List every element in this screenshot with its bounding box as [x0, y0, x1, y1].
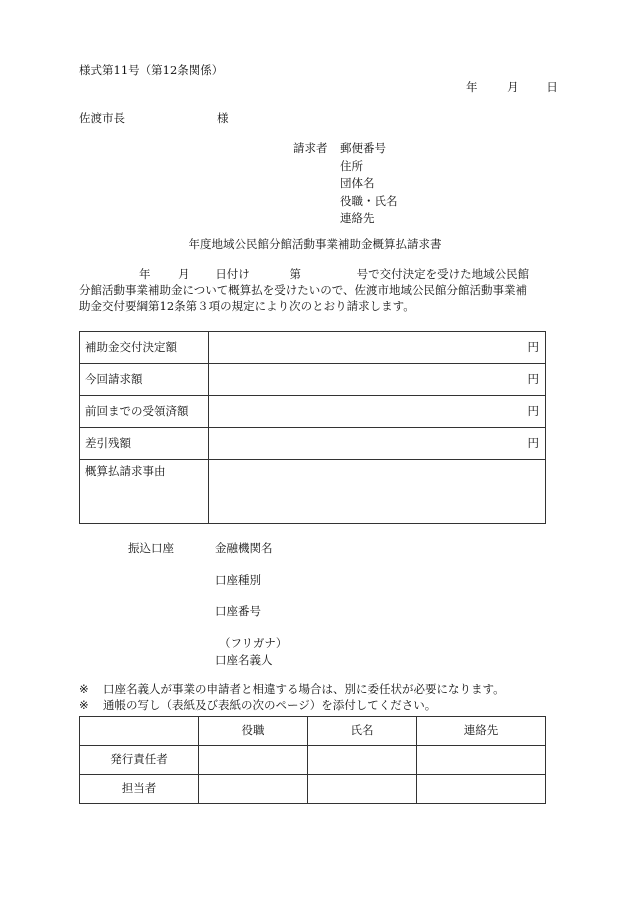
note-mark: ※	[79, 698, 89, 712]
claimant-label: 請求者	[293, 141, 328, 155]
issuing-officer-position-field[interactable]	[199, 746, 308, 775]
remaining-balance-field[interactable]: 円	[209, 428, 546, 460]
table-header-row	[80, 717, 546, 746]
furigana-label: （フリガナ）	[219, 635, 288, 650]
bank-name-label: 金融機関名	[215, 541, 273, 555]
body-line-1	[79, 266, 551, 282]
note-item	[79, 697, 505, 713]
person-in-charge-label: 担当者	[80, 775, 199, 804]
claimant-organization: 団体名	[340, 176, 375, 190]
header-name: 氏名	[308, 717, 417, 746]
grant-decision-amount-label: 補助金交付決定額	[80, 332, 209, 364]
header-contact: 連絡先	[417, 717, 546, 746]
date-year: 年	[466, 80, 478, 94]
notes	[79, 681, 505, 713]
grant-decision-amount-field[interactable]: 円	[209, 332, 546, 364]
claim-reason-field[interactable]	[209, 460, 546, 524]
transfer-account-label: 振込口座	[128, 541, 174, 555]
issuing-officer-label: 発行責任者	[80, 746, 199, 775]
date-line	[466, 79, 558, 96]
table-row	[80, 428, 546, 460]
body-number-prefix: 第	[289, 267, 301, 281]
table-row	[80, 775, 546, 804]
table-row	[80, 746, 546, 775]
staff-table	[79, 716, 546, 804]
date-day: 日	[546, 80, 558, 94]
body-text	[79, 266, 551, 314]
account-holder-label: 口座名義人	[215, 652, 273, 667]
current-claim-amount-field[interactable]: 円	[209, 364, 546, 396]
claimant-fields	[340, 140, 398, 228]
body-month: 月	[178, 267, 190, 281]
header-position: 役職	[199, 717, 308, 746]
note-item	[79, 681, 505, 697]
issuing-officer-contact-field[interactable]	[417, 746, 546, 775]
form-number: 様式第11号（第12条関係）	[79, 63, 224, 77]
addressee	[79, 110, 229, 127]
claimant-position-name: 役職・氏名	[340, 193, 398, 208]
person-in-charge-name-field[interactable]	[308, 775, 417, 804]
date-month: 月	[507, 80, 519, 94]
note-text-power-of-attorney: 口座名義人が事業の申請者と相違する場合は、別に委任状が必要になります。	[103, 682, 505, 696]
staff-table-corner	[80, 717, 199, 746]
note-mark: ※	[79, 682, 89, 696]
table-row	[80, 396, 546, 428]
addressee-name: 佐渡市長	[79, 111, 125, 125]
claimant-contact: 連絡先	[340, 211, 375, 225]
account-number-label: 口座番号	[215, 604, 261, 618]
addressee-honorific: 様	[217, 111, 229, 125]
bank-fields	[215, 540, 287, 683]
amount-table	[79, 331, 546, 524]
table-row	[80, 364, 546, 396]
body-line-2: 分館活動事業補助金について概算払を受けたいので、佐渡市地域公民館分館活動事業補	[79, 283, 528, 297]
person-in-charge-contact-field[interactable]	[417, 775, 546, 804]
table-row	[80, 332, 546, 364]
current-claim-amount-label: 今回請求額	[80, 364, 209, 396]
remaining-balance-label: 差引残額	[80, 428, 209, 460]
note-text-passbook-copy: 通帳の写し（表紙及び表紙の次のページ）を添付してください。	[103, 698, 437, 712]
claimant-postal-code: 郵便番号	[340, 141, 386, 155]
issuing-officer-name-field[interactable]	[308, 746, 417, 775]
claim-reason-label: 概算払請求事由	[80, 460, 209, 524]
previously-received-amount-label: 前回までの受領済額	[80, 396, 209, 428]
document-title: 年度地域公民館分館活動事業補助金概算払請求書	[188, 237, 442, 251]
claimant-address: 住所	[340, 158, 363, 173]
body-line-3: 助金交付要綱第12条第３項の規定により次のとおり請求します。	[79, 299, 415, 313]
account-type-label: 口座種別	[215, 572, 261, 587]
previously-received-amount-field[interactable]: 円	[209, 396, 546, 428]
body-year: 年	[139, 267, 151, 281]
body-number-suffix: 号で交付決定を受けた地域公民館	[356, 267, 530, 281]
table-row	[80, 460, 546, 524]
body-day-dated: 日付け	[215, 267, 250, 281]
person-in-charge-position-field[interactable]	[199, 775, 308, 804]
